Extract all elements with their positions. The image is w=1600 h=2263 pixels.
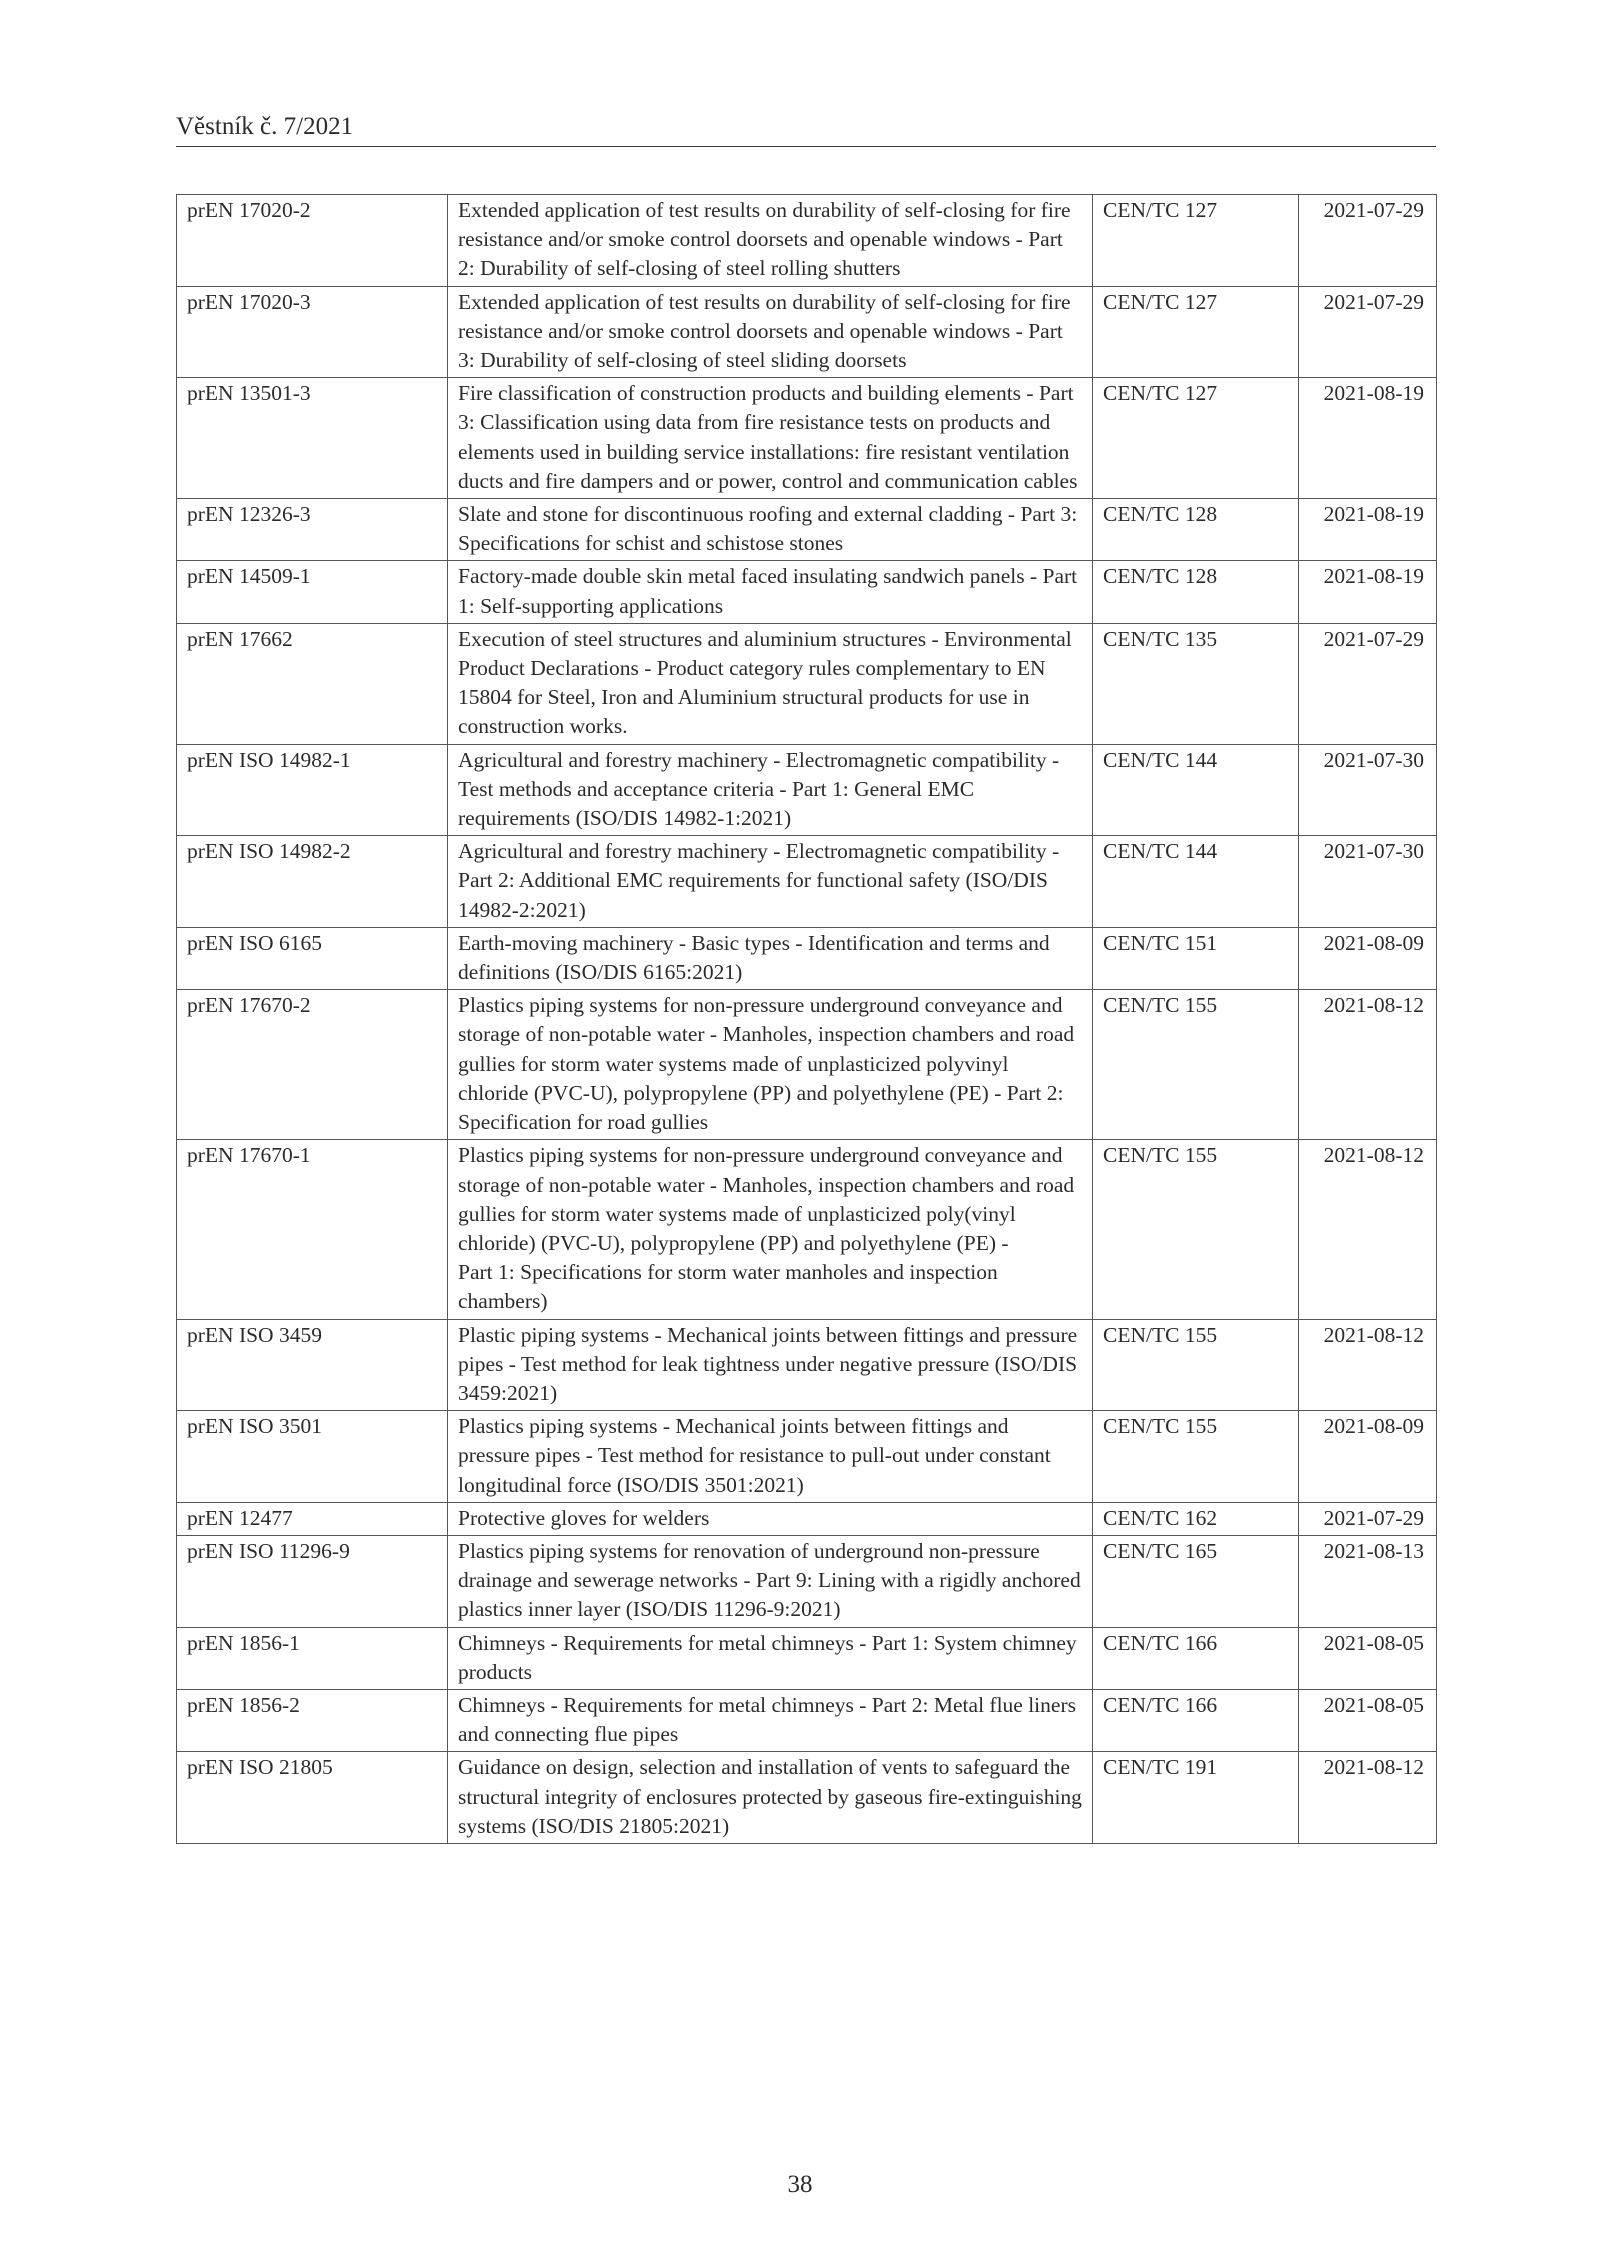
deadline-date: 2021-07-30 bbox=[1299, 744, 1437, 836]
standard-title: Plastics piping systems for renovation of underground non-pressure drainage and sewerage networks - Part 9: Lining with a rigidly anchored plastics inner layer (ISO/DIS 11296-9:2021) bbox=[448, 1535, 1093, 1627]
standard-title: Plastic piping systems - Mechanical joints between fittings and pressure pipes - Test method for leak tightness under negative pressure (ISO/DIS 3459:2021) bbox=[448, 1319, 1093, 1411]
technical-committee: CEN/TC 127 bbox=[1093, 286, 1299, 378]
standard-title: Protective gloves for welders bbox=[448, 1502, 1093, 1535]
deadline-date: 2021-08-19 bbox=[1299, 499, 1437, 561]
technical-committee: CEN/TC 135 bbox=[1093, 623, 1299, 744]
technical-committee: CEN/TC 165 bbox=[1093, 1535, 1299, 1627]
standard-code: prEN 17020-2 bbox=[177, 195, 448, 287]
technical-committee: CEN/TC 155 bbox=[1093, 1140, 1299, 1319]
deadline-date: 2021-08-19 bbox=[1299, 378, 1437, 499]
standards-table-body bbox=[177, 195, 1437, 1844]
standard-title: Chimneys - Requirements for metal chimneys - Part 1: System chimney products bbox=[448, 1627, 1093, 1689]
standard-code: prEN ISO 3459 bbox=[177, 1319, 448, 1411]
table-row bbox=[177, 623, 1437, 744]
table-row bbox=[177, 1535, 1437, 1627]
technical-committee: CEN/TC 128 bbox=[1093, 561, 1299, 623]
standard-title: Plastics piping systems for non-pressure underground conveyance and storage of non-potable water - Manholes, inspection chambers and road gullies for storm water systems made of unplasticized polyvinyl chloride (PVC-U), polypropylene (PP) and polyethylene (PE) - Part 2: Specification for road gullies bbox=[448, 990, 1093, 1140]
standard-code: prEN 17020-3 bbox=[177, 286, 448, 378]
standard-code: prEN ISO 21805 bbox=[177, 1752, 448, 1844]
standards-table bbox=[176, 194, 1437, 1844]
standard-code: prEN ISO 6165 bbox=[177, 927, 448, 989]
technical-committee: CEN/TC 162 bbox=[1093, 1502, 1299, 1535]
standard-code: prEN 17670-1 bbox=[177, 1140, 448, 1319]
table-row bbox=[177, 1140, 1437, 1319]
standard-title: Factory-made double skin metal faced insulating sandwich panels - Part 1: Self-supporting applications bbox=[448, 561, 1093, 623]
technical-committee: CEN/TC 166 bbox=[1093, 1689, 1299, 1751]
standard-title: Plastics piping systems for non-pressure underground conveyance and storage of non-potable water - Manholes, inspection chambers and road gullies for storm water systems made of unplasticized poly(vinyl chloride) (PVC-U), polypropylene (PP) and polyethylene (PE) - Part 1: Specifications for storm water manholes and inspection chambers) bbox=[448, 1140, 1093, 1319]
standard-code: prEN 14509-1 bbox=[177, 561, 448, 623]
standard-title: Chimneys - Requirements for metal chimneys - Part 2: Metal flue liners and connecting flue pipes bbox=[448, 1689, 1093, 1751]
standard-code: prEN ISO 14982-1 bbox=[177, 744, 448, 836]
deadline-date: 2021-08-12 bbox=[1299, 1752, 1437, 1844]
standard-title: Plastics piping systems - Mechanical joints between fittings and pressure pipes - Test method for resistance to pull-out under constant longitudinal force (ISO/DIS 3501:2021) bbox=[448, 1411, 1093, 1503]
table-row bbox=[177, 1502, 1437, 1535]
deadline-date: 2021-08-19 bbox=[1299, 561, 1437, 623]
table-row bbox=[177, 836, 1437, 928]
standard-code: prEN 17670-2 bbox=[177, 990, 448, 1140]
deadline-date: 2021-08-12 bbox=[1299, 1319, 1437, 1411]
standard-code: prEN 1856-2 bbox=[177, 1689, 448, 1751]
deadline-date: 2021-08-09 bbox=[1299, 1411, 1437, 1503]
standard-code: prEN 12477 bbox=[177, 1502, 448, 1535]
deadline-date: 2021-07-29 bbox=[1299, 195, 1437, 287]
standard-code: prEN ISO 3501 bbox=[177, 1411, 448, 1503]
table-row bbox=[177, 744, 1437, 836]
deadline-date: 2021-08-12 bbox=[1299, 990, 1437, 1140]
standard-code: prEN 12326-3 bbox=[177, 499, 448, 561]
standard-code: prEN 17662 bbox=[177, 623, 448, 744]
technical-committee: CEN/TC 127 bbox=[1093, 195, 1299, 287]
deadline-date: 2021-08-05 bbox=[1299, 1689, 1437, 1751]
standard-code: prEN 13501-3 bbox=[177, 378, 448, 499]
standard-title: Agricultural and forestry machinery - Electromagnetic compatibility - Part 2: Additional EMC requirements for functional safety (ISO/DIS 14982-2:2021) bbox=[448, 836, 1093, 928]
table-row bbox=[177, 1319, 1437, 1411]
page-number: 38 bbox=[787, 2171, 813, 2198]
standard-title: Slate and stone for discontinuous roofing and external cladding - Part 3: Specifications for schist and schistose stones bbox=[448, 499, 1093, 561]
technical-committee: CEN/TC 144 bbox=[1093, 836, 1299, 928]
standard-code: prEN 1856-1 bbox=[177, 1627, 448, 1689]
standard-title: Extended application of test results on durability of self-closing for fire resistance and/or smoke control doorsets and openable windows - Part 2: Durability of self-closing of steel rolling shutters bbox=[448, 195, 1093, 287]
table-row bbox=[177, 1689, 1437, 1751]
standard-title: Agricultural and forestry machinery - Electromagnetic compatibility - Test methods and acceptance criteria - Part 1: General EMC requirements (ISO/DIS 14982-1:2021) bbox=[448, 744, 1093, 836]
bulletin-title: Věstník č. 7/2021 bbox=[176, 113, 354, 140]
deadline-date: 2021-08-09 bbox=[1299, 927, 1437, 989]
table-row bbox=[177, 1411, 1437, 1503]
technical-committee: CEN/TC 151 bbox=[1093, 927, 1299, 989]
standard-code: prEN ISO 11296-9 bbox=[177, 1535, 448, 1627]
deadline-date: 2021-08-05 bbox=[1299, 1627, 1437, 1689]
standard-title: Earth-moving machinery - Basic types - Identification and terms and definitions (ISO/DIS 6165:2021) bbox=[448, 927, 1093, 989]
deadline-date: 2021-07-30 bbox=[1299, 836, 1437, 928]
technical-committee: CEN/TC 127 bbox=[1093, 378, 1299, 499]
technical-committee: CEN/TC 166 bbox=[1093, 1627, 1299, 1689]
table-row bbox=[177, 499, 1437, 561]
standard-title: Fire classification of construction products and building elements - Part 3: Classification using data from fire resistance tests on products and elements used in building service installations: fire resistant ventilation ducts and fire dampers and or power, control and communication cables bbox=[448, 378, 1093, 499]
technical-committee: CEN/TC 191 bbox=[1093, 1752, 1299, 1844]
deadline-date: 2021-07-29 bbox=[1299, 1502, 1437, 1535]
deadline-date: 2021-07-29 bbox=[1299, 623, 1437, 744]
technical-committee: CEN/TC 155 bbox=[1093, 1319, 1299, 1411]
technical-committee: CEN/TC 128 bbox=[1093, 499, 1299, 561]
technical-committee: CEN/TC 155 bbox=[1093, 1411, 1299, 1503]
table-row bbox=[177, 990, 1437, 1140]
standard-title: Guidance on design, selection and installation of vents to safeguard the structural integrity of enclosures protected by gaseous fire-extinguishing systems (ISO/DIS 21805:2021) bbox=[448, 1752, 1093, 1844]
deadline-date: 2021-08-12 bbox=[1299, 1140, 1437, 1319]
table-row bbox=[177, 1627, 1437, 1689]
standards-table-container bbox=[176, 194, 1436, 1844]
standard-code: prEN ISO 14982-2 bbox=[177, 836, 448, 928]
table-row bbox=[177, 561, 1437, 623]
technical-committee: CEN/TC 155 bbox=[1093, 990, 1299, 1140]
deadline-date: 2021-08-13 bbox=[1299, 1535, 1437, 1627]
table-row bbox=[177, 378, 1437, 499]
deadline-date: 2021-07-29 bbox=[1299, 286, 1437, 378]
technical-committee: CEN/TC 144 bbox=[1093, 744, 1299, 836]
standard-title: Extended application of test results on durability of self-closing for fire resistance and/or smoke control doorsets and openable windows - Part 3: Durability of self-closing of steel sliding doorsets bbox=[448, 286, 1093, 378]
table-row bbox=[177, 286, 1437, 378]
page-header bbox=[176, 112, 1436, 147]
table-row bbox=[177, 195, 1437, 287]
table-row bbox=[177, 1752, 1437, 1844]
standard-title: Execution of steel structures and aluminium structures - Environmental Product Declarations - Product category rules complementary to EN 15804 for Steel, Iron and Aluminium structural products for use in construction works. bbox=[448, 623, 1093, 744]
table-row bbox=[177, 927, 1437, 989]
